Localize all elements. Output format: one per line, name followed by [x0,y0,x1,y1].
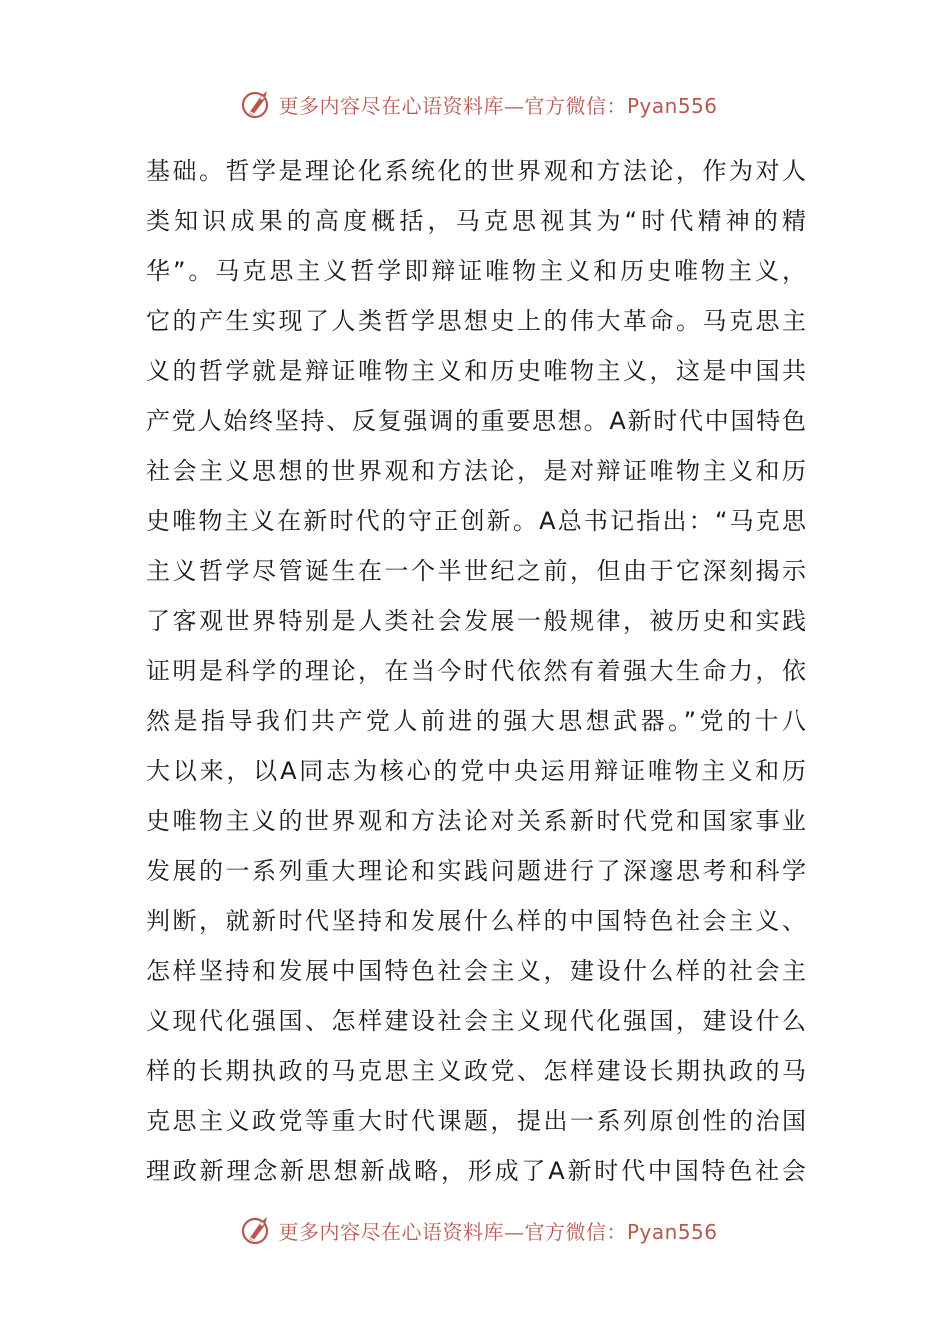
pen-nib-circle-icon [240,87,274,121]
banner-label: 官方微信： [524,93,627,118]
body-text-line: 发展的一系列重大理论和实践问题进行了深邃思考和科学 [146,857,806,885]
body-text-line: 证明是科学的理论，在当今时代依然有着强大生命力，依 [146,657,806,685]
body-text-line: 主义哲学尽管诞生在一个半世纪之前，但由于它深刻揭示 [146,557,806,585]
body-text-line: 义现代化强国、怎样建设社会主义现代化强国，建设什么 [146,1007,806,1035]
banner-main-text: 更多内容尽在心语资料库 [278,1219,504,1244]
document-body [146,146,806,1196]
footer-banner-text [278,1216,717,1245]
header-banner-content [240,87,717,121]
body-text-line: 基础。哲学是理论化系统化的世界观和方法论，作为对人 [146,157,806,185]
body-text-line: 理政新理念新思想新战略，形成了A新时代中国特色社会 [146,1157,806,1185]
body-text-line: 然是指导我们共产党人前进的强大思想武器。”党的十八 [146,707,806,735]
body-text-line: 华”。马克思主义哲学即辩证唯物主义和历史唯物主义， [146,257,806,285]
body-text-line: 判断，就新时代坚持和发展什么样的中国特色社会主义、 [146,907,806,935]
pen-nib-circle-icon [240,1213,274,1247]
body-text-line: 了客观世界特别是人类社会发展一般规律，被历史和实践 [146,607,806,635]
body-text-line: 史唯物主义在新时代的守正创新。A总书记指出：“马克思 [146,507,806,535]
banner-dash: — [503,93,525,118]
body-text-line: 义的哲学就是辩证唯物主义和历史唯物主义，这是中国共 [146,357,806,385]
banner-account: Pyan556 [626,93,718,118]
body-text-line: 克思主义政党等重大时代课题，提出一系列原创性的治国 [146,1107,806,1135]
body-text-line: 类知识成果的高度概括，马克思视其为“时代精神的精 [146,207,806,235]
banner-dash: — [503,1219,525,1244]
body-text-line: 大以来，以A同志为核心的党中央运用辩证唯物主义和历 [146,757,806,785]
body-text-line: 史唯物主义的世界观和方法论对关系新时代党和国家事业 [146,807,806,835]
body-text-line: 它的产生实现了人类哲学思想史上的伟大革命。马克思主 [146,307,806,335]
header-banner-text [278,90,717,119]
body-text-line: 样的长期执政的马克思主义政党、怎样建设长期执政的马 [146,1057,806,1085]
footer-banner [0,1210,950,1250]
footer-banner-content [240,1213,717,1247]
header-banner [0,84,950,124]
banner-account: Pyan556 [626,1219,718,1244]
body-text-line: 社会主义思想的世界观和方法论，是对辩证唯物主义和历 [146,457,806,485]
body-text-line: 产党人始终坚持、反复强调的重要思想。A新时代中国特色 [146,407,806,435]
banner-label: 官方微信： [524,1219,627,1244]
banner-main-text: 更多内容尽在心语资料库 [278,93,504,118]
body-text-line: 怎样坚持和发展中国特色社会主义，建设什么样的社会主 [146,957,806,985]
